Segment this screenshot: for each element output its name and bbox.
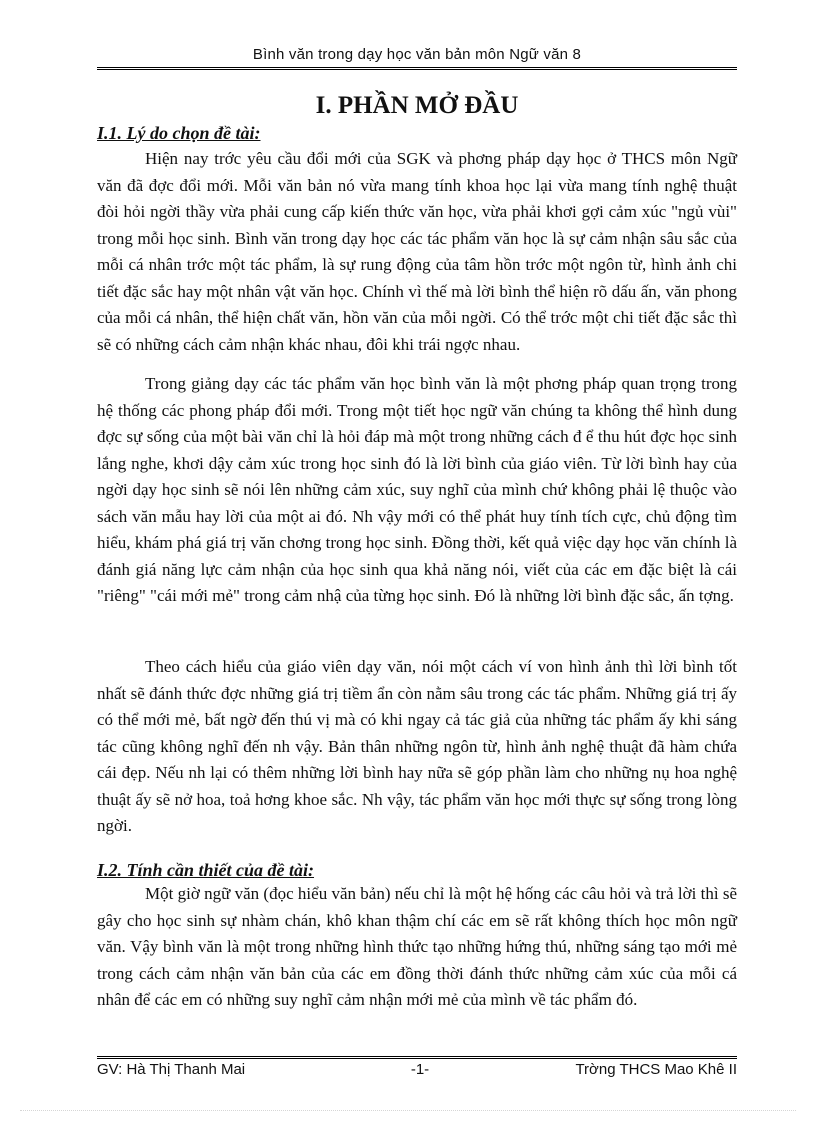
- section-heading-reason: [97, 123, 261, 144]
- footer-rule: [97, 1056, 737, 1059]
- footer-author: GV: Hà Thị Thanh Mai: [97, 1061, 246, 1078]
- footer-page-number: -1-: [410, 1061, 430, 1078]
- footer-school: Trờng THCS Mao Khê II: [575, 1061, 737, 1078]
- paragraph-necessity-1: Một giờ ngữ văn (đọc hiểu văn bản) nếu chỉ là một hệ hống các câu hỏi và trả lời thì sẽ gây cho học sinh sự nhàm chán, khô khan thậm chí các em sẽ rất không thích học môn ngữ văn. Vậy bình văn là một trong những hình thức tạo những hứng thú, những sáng tạo mới mẻ trong cách cảm nhận văn bản của các em đồng thời đánh thức những cảm xúc của mỗi cá nhân để các em có những suy nghĩ cảm nhận mới mẻ của mình về tác phẩm đó.: [97, 884, 737, 1009]
- section-heading-necessity: [97, 860, 314, 881]
- section-heading-reason-text: I.1. Lý do chọn đề tài:: [97, 123, 261, 143]
- running-header: Bình văn trong dạy học văn bản môn Ngữ văn 8: [252, 46, 582, 63]
- paragraph-reason-3: Theo cách hiểu của giáo viên dạy văn, nói một cách ví von hình ảnh thì lời bình tốt nhất sẽ đánh thức đợc những giá trị tiềm ẩn còn nằm sâu trong các tác phẩm. Những giá trị ấy có thể mới mẻ, bất ngờ đến thú vị mà có khi ngay cả tác giả của những tác phẩm ấy khi sáng tác cũng không nghĩ đến nh vậy. Bản thân những ngôn từ, hình ảnh nghệ thuật đã hàm chứa cái đẹp. Nếu nh lại có thêm những lời bình hay nữa sẽ góp phần làm cho những nụ hoa nghệ thuật ấy sẽ nở hoa, toả hơng khoe sắc. Nh vậy, tác phẩm văn học mới thực sự sống trong lòng ngời.: [97, 657, 737, 835]
- paragraph-reason-2: Trong giảng dạy các tác phẩm văn học bình văn là một phơng pháp quan trọng trong hệ thống các phong pháp đổi mới. Trong một tiết học ngữ văn chúng ta không thể hình dung đợc sự sống của một bài văn chỉ là hỏi đáp mà một trong những cách đ ể thu hút đợc học sinh lắng nghe, khơi dậy cảm xúc trong học sinh đó là lời bình của giáo viên. Từ lời bình hay của ngời dạy học sinh sẽ nói lên những cảm xúc, suy nghĩ của mình chứ không phải lệ thuộc vào sách văn mẫu hay lời của một ai đó. Nh vậy mới có thể phát huy tính tích cực, chủ động tìm hiểu, khám phá giá trị văn chơng trong học sinh. Đồng thời, kết quả việc dạy học văn chính là đánh giá năng lực cảm nhận của học sinh qua khả năng nói, viết của các em đặc biệt là cái "riêng" "cái mới mẻ" trong cảm nhậ của từng học sinh. Đó là những lời bình đặc sắc, ấn tợng.: [97, 374, 737, 605]
- page-title: I. PHẦN MỞ ĐẦU: [315, 92, 519, 119]
- paragraph-reason-1: Hiện nay trớc yêu cầu đổi mới của SGK và phơng pháp dạy học ở THCS môn Ngữ văn đã đợc đổi mới. Mỗi văn bản nó vừa mang tính khoa học lại vừa mang tính nghệ thuật đòi hỏi ngời thầy vừa phải cung cấp kiến thức văn học, vừa phải khơi gợi cảm xúc "ngủ vùi" trong mỗi học sinh. Bình văn trong dạy học các tác phẩm văn học là sự cảm nhận sâu sắc của mỗi cá nhân trớc một tác phẩm, là sự rung động của tâm hồn trớc một ngôn từ, hình ảnh chi tiết đặc sắc hay một nhân vật văn học. Chính vì thế mà lời bình thể hiện rõ dấu ấn, văn phong của mỗi cá nhân, thể hiện chất văn, hồn văn của mỗi ngời. Có thể trớc một chi tiết đặc sắc thì sẽ có những cách cảm nhận khác nhau, đôi khi trái ngợc nhau.: [97, 149, 737, 354]
- page-bottom-dotted-edge: [20, 1110, 796, 1111]
- section-heading-necessity-text: I.2. Tính cần thiết của đề tài:: [97, 860, 315, 880]
- header-rule: [97, 67, 737, 70]
